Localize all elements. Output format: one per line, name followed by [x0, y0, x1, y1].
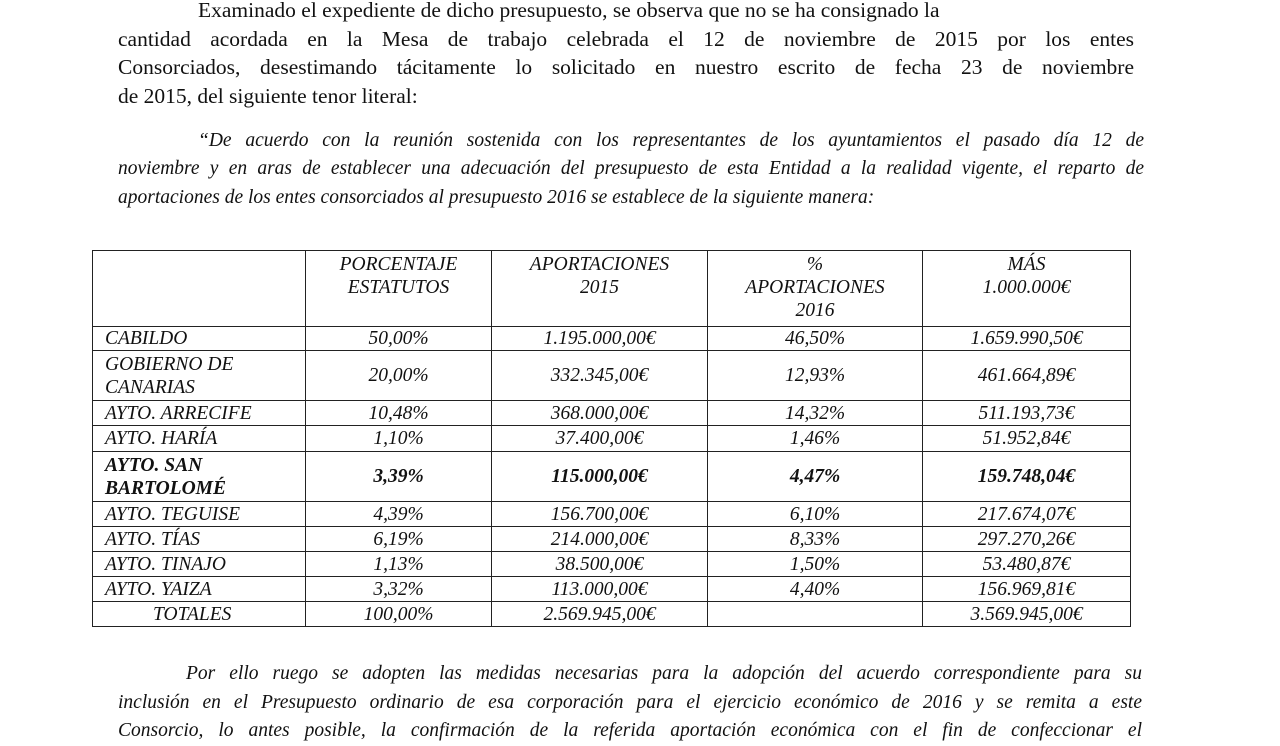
entity-name: CABILDO [93, 327, 306, 351]
quote-line: noviembre y en aras de establecer una adecuación del presupuesto de esta Entidad a la realidad vigente, el reparto de [118, 158, 1144, 180]
header-entity [93, 251, 306, 327]
totals-contribution-2015: 2.569.945,00€ [492, 602, 708, 627]
quote-line: aportaciones de los entes consorciados al presupuesto 2016 se establece de la siguiente manera: [118, 186, 875, 208]
percent-2016: 4,47% [708, 452, 923, 502]
table-row [93, 426, 1131, 452]
entity-name: AYTO. TEGUISE [93, 502, 306, 527]
header-plus-million: MÁS 1.000.000€ [923, 251, 1131, 327]
entity-name: GOBIERNO DE CANARIAS [93, 351, 306, 401]
percentage-statutes: 1,13% [306, 552, 492, 577]
percentage-statutes: 20,00% [306, 351, 492, 401]
plus-million-value: 53.480,87€ [923, 552, 1131, 577]
contribution-2015: 156.700,00€ [492, 502, 708, 527]
header-contributions-2015: APORTACIONES 2015 [492, 251, 708, 327]
table-row [93, 401, 1131, 426]
closing-line: Por ello ruego se adopten las medidas necesarias para la adopción del acuerdo correspondiente para su [186, 663, 1142, 684]
table-row [93, 351, 1131, 401]
entity-name: AYTO. TÍAS [93, 527, 306, 552]
contribution-2015: 368.000,00€ [492, 401, 708, 426]
percent-2016: 1,50% [708, 552, 923, 577]
intro-line: Consorciados, desestimando tácitamente lo solicitado en nuestro escrito de fecha 23 de noviembre [118, 55, 1134, 80]
table-row [93, 327, 1131, 351]
entity-name: AYTO. ARRECIFE [93, 401, 306, 426]
plus-million-value: 156.969,81€ [923, 577, 1131, 602]
totals-row [93, 602, 1131, 627]
contribution-2015: 115.000,00€ [492, 452, 708, 502]
quote-line: “De acuerdo con la reunión sostenida con los representantes de los ayuntamientos el pasado día 12 de [198, 130, 1144, 151]
entity-name: AYTO. HARÍA [93, 426, 306, 452]
totals-label: TOTALES [93, 602, 306, 627]
intro-line: Examinado el expediente de dicho presupuesto, se observa que no se ha consignado la [198, 0, 940, 22]
percentage-statutes: 3,32% [306, 577, 492, 602]
contribution-2015: 37.400,00€ [492, 426, 708, 452]
closing-line: inclusión en el Presupuesto ordinario de esa corporación para el ejercicio económico de 2016 y se remita a este [118, 691, 1142, 713]
plus-million-value: 461.664,89€ [923, 351, 1131, 401]
percent-2016: 46,50% [708, 327, 923, 351]
intro-paragraph [118, 0, 1134, 110]
percent-2016: 6,10% [708, 502, 923, 527]
contribution-2015: 113.000,00€ [492, 577, 708, 602]
percentage-statutes: 10,48% [306, 401, 492, 426]
contribution-2015: 214.000,00€ [492, 527, 708, 552]
totals-percentage: 100,00% [306, 602, 492, 627]
table-header-row [93, 251, 1131, 327]
quoted-paragraph [118, 127, 1144, 212]
percentage-statutes: 4,39% [306, 502, 492, 527]
header-percentage-statutes: PORCENTAJE ESTATUTOS [306, 251, 492, 327]
table-row [93, 552, 1131, 577]
closing-line: Consorcio, lo antes posible, la confirmación de la referida aportación económica con el fin de confeccionar el [118, 720, 1142, 742]
entity-name: AYTO. YAIZA [93, 577, 306, 602]
percent-2016: 4,40% [708, 577, 923, 602]
percent-2016: 1,46% [708, 426, 923, 452]
contribution-2015: 1.195.000,00€ [492, 327, 708, 351]
plus-million-value: 1.659.990,50€ [923, 327, 1131, 351]
plus-million-value: 159.748,04€ [923, 452, 1131, 502]
plus-million-value: 511.193,73€ [923, 401, 1131, 426]
table-row [93, 502, 1131, 527]
percentage-statutes: 1,10% [306, 426, 492, 452]
percentage-statutes: 50,00% [306, 327, 492, 351]
table-row [93, 527, 1131, 552]
entity-name: AYTO. SAN BARTOLOMÉ [93, 452, 306, 502]
contributions-table [92, 250, 1131, 627]
plus-million-value: 217.674,07€ [923, 502, 1131, 527]
totals-plus-million: 3.569.945,00€ [923, 602, 1131, 627]
closing-paragraph [118, 660, 1142, 746]
contribution-2015: 332.345,00€ [492, 351, 708, 401]
table-row [93, 577, 1131, 602]
percent-2016: 8,33% [708, 527, 923, 552]
percent-2016: 12,93% [708, 351, 923, 401]
plus-million-value: 51.952,84€ [923, 426, 1131, 452]
plus-million-value: 297.270,26€ [923, 527, 1131, 552]
intro-line: de 2015, del siguiente tenor literal: [118, 83, 418, 108]
intro-line: cantidad acordada en la Mesa de trabajo celebrada el 12 de noviembre de 2015 por los entes [118, 26, 1134, 51]
totals-percent-2016 [708, 602, 923, 627]
entity-name: AYTO. TINAJO [93, 552, 306, 577]
percentage-statutes: 3,39% [306, 452, 492, 502]
percent-2016: 14,32% [708, 401, 923, 426]
contribution-2015: 38.500,00€ [492, 552, 708, 577]
header-percent-contributions-2016: % APORTACIONES 2016 [708, 251, 923, 327]
table-row [93, 452, 1131, 502]
percentage-statutes: 6,19% [306, 527, 492, 552]
